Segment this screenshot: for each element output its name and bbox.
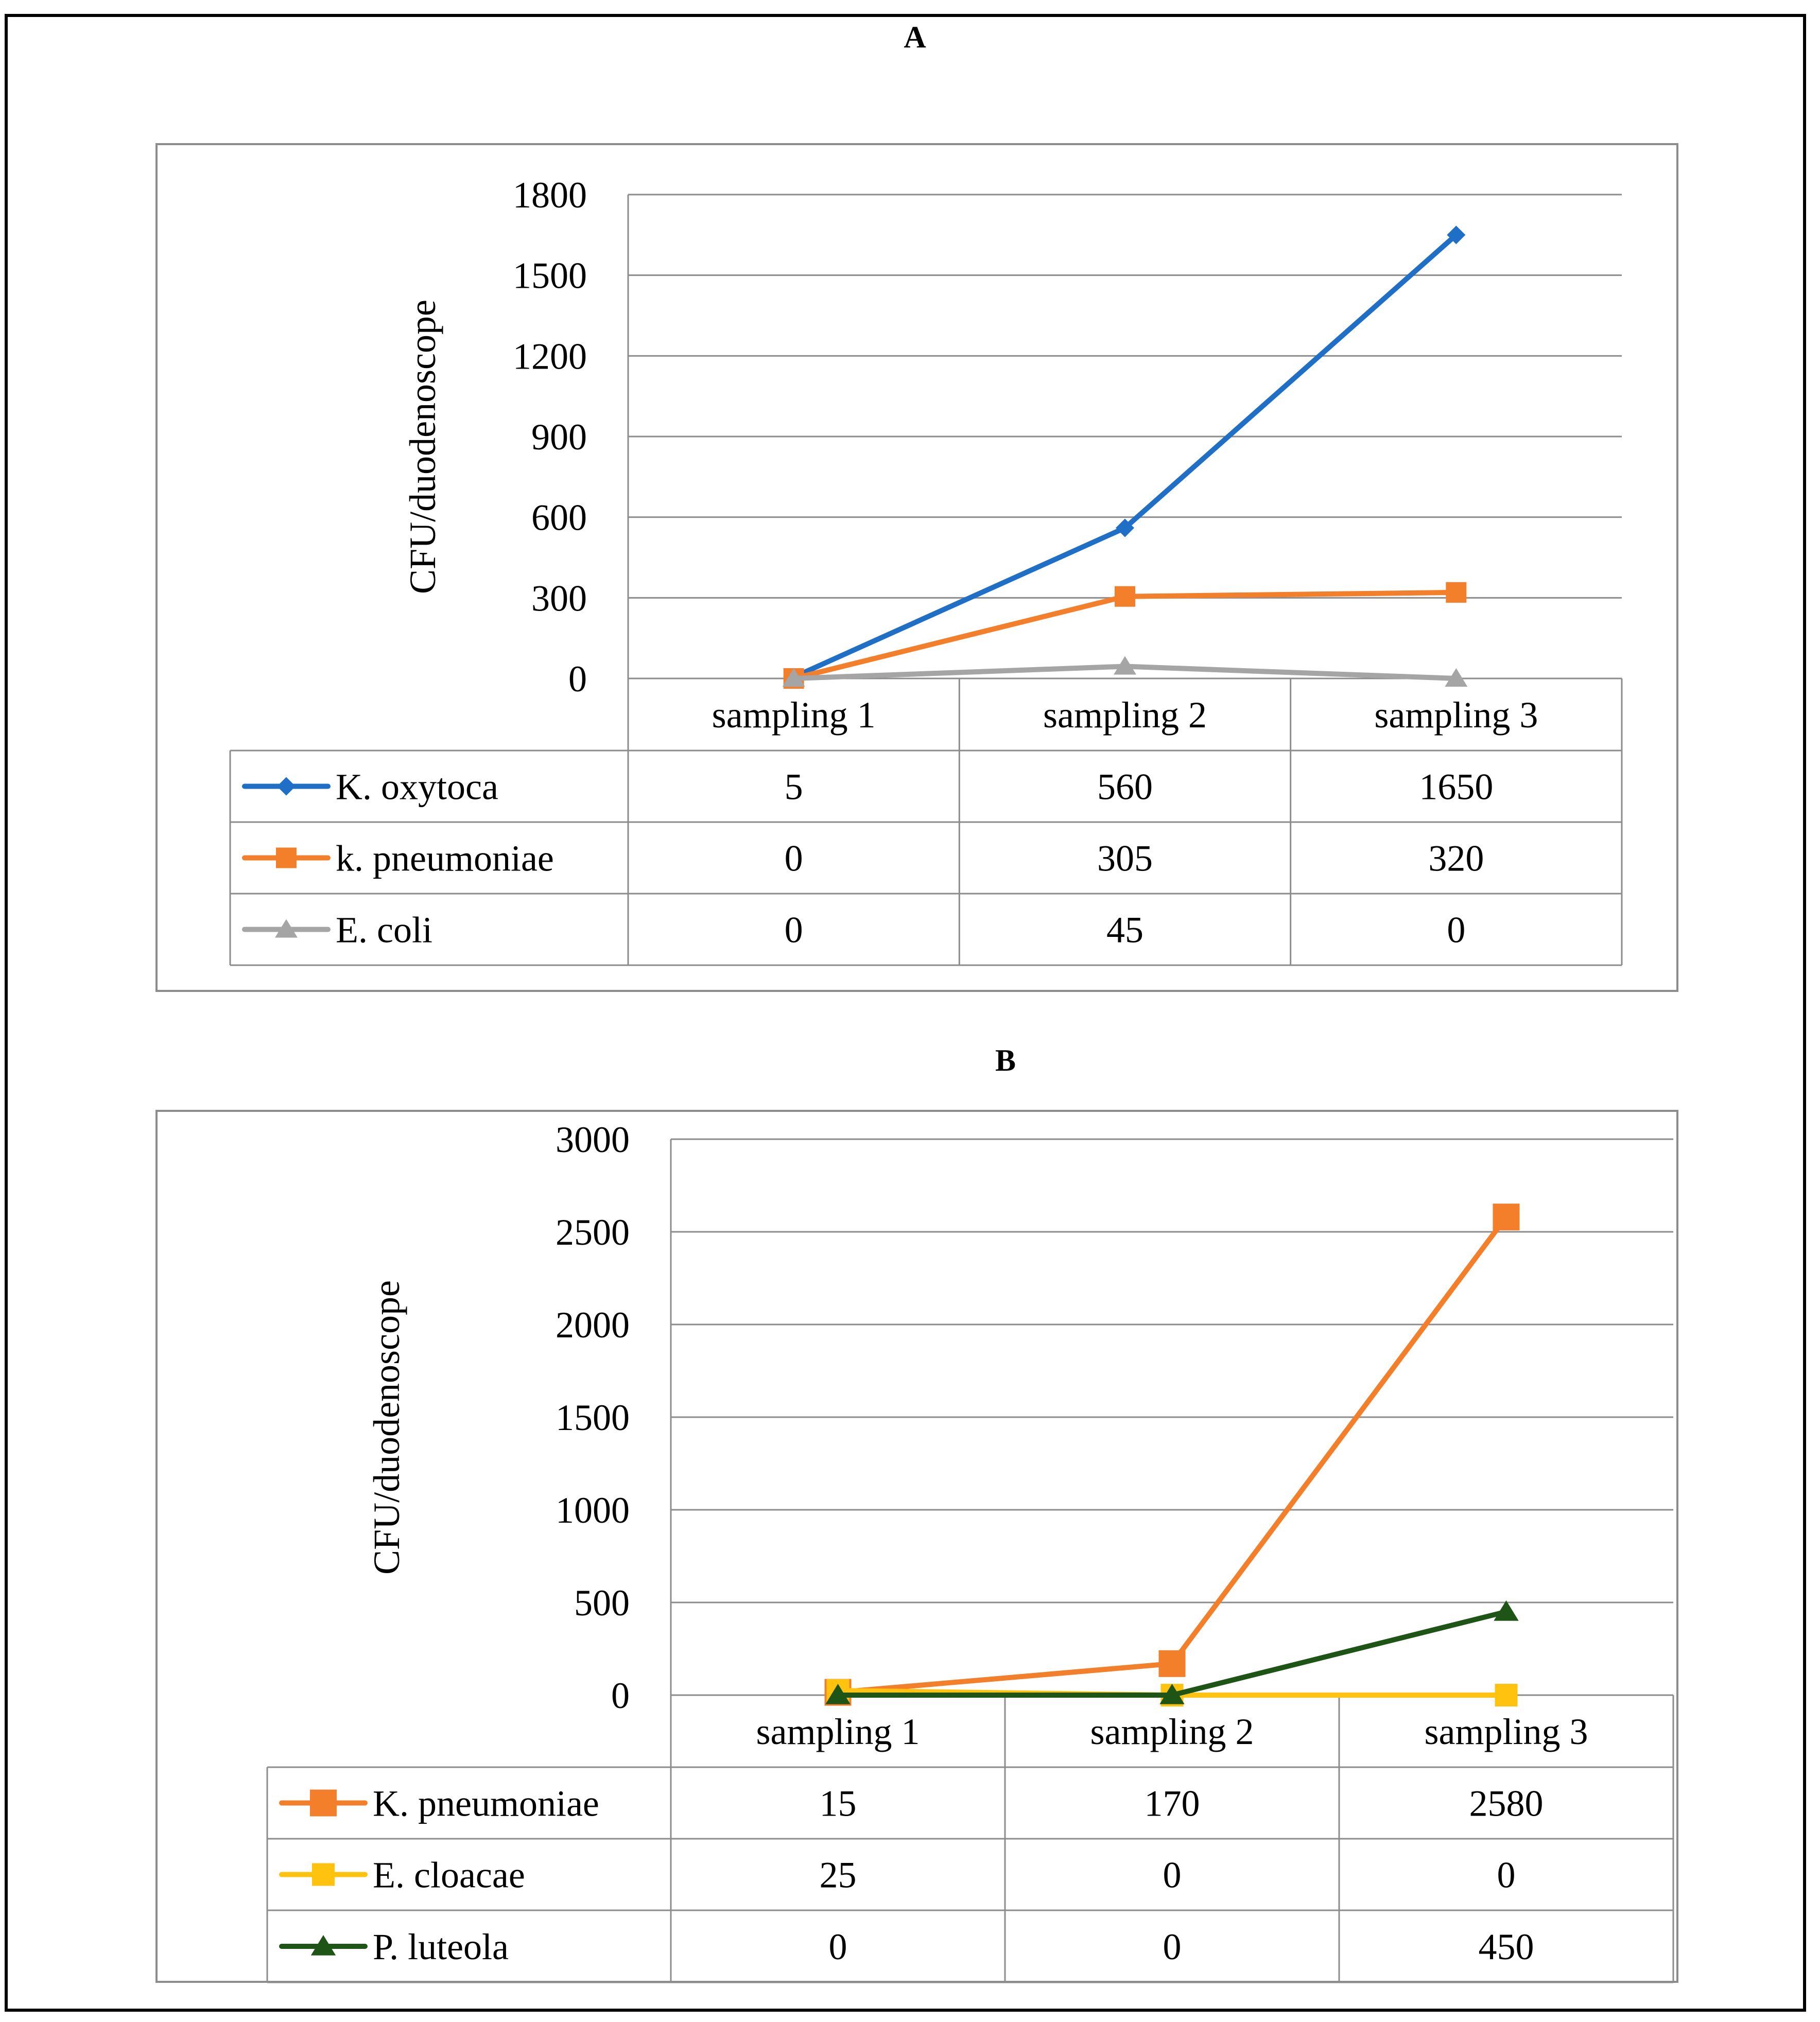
y-tick-label: 1500	[513, 255, 587, 297]
data-table-cell: 0	[1163, 1854, 1182, 1896]
data-point	[1159, 1650, 1186, 1677]
data-table-cell: 170	[1144, 1783, 1200, 1824]
data-table-cell: 0	[784, 909, 803, 951]
legend-key-marker	[310, 1790, 337, 1817]
category-label: sampling 3	[1424, 1711, 1588, 1752]
y-tick-label: 2500	[556, 1212, 630, 1253]
category-label: sampling 1	[712, 694, 876, 736]
data-table-cell: 45	[1106, 909, 1143, 951]
y-tick-label: 1000	[556, 1490, 630, 1531]
data-table-cell: 0	[828, 1926, 847, 1967]
category-label: sampling 1	[756, 1711, 920, 1752]
data-table-cell: 5	[784, 766, 803, 808]
y-tick-label: 2000	[556, 1304, 630, 1346]
data-table-cell: 0	[1497, 1854, 1516, 1896]
legend-series-name: K. oxytoca	[336, 766, 498, 808]
legend-series-name: K. pneumoniae	[373, 1783, 599, 1824]
data-point	[1446, 582, 1466, 603]
y-tick-label: 1500	[556, 1397, 630, 1438]
y-axis-title: CFU/duodenoscope	[366, 1280, 407, 1575]
data-table-cell: 15	[819, 1783, 857, 1824]
category-label: sampling 2	[1043, 694, 1207, 736]
data-table-cell: 305	[1097, 838, 1153, 879]
category-label: sampling 3	[1374, 694, 1538, 736]
y-tick-label: 1800	[513, 175, 587, 216]
y-tick-label: 0	[611, 1675, 630, 1716]
data-table-cell: 1650	[1419, 766, 1494, 808]
y-axis-title: CFU/duodenoscope	[402, 300, 443, 594]
data-point	[1493, 1204, 1520, 1230]
data-table-cell: 2580	[1469, 1783, 1544, 1824]
y-tick-label: 1200	[513, 336, 587, 377]
legend-series-name: E. coli	[336, 909, 432, 951]
legend-series-name: k. pneumoniae	[336, 838, 554, 879]
y-tick-label: 500	[574, 1582, 630, 1624]
data-table-cell: 450	[1478, 1926, 1534, 1967]
data-table-cell: 0	[1163, 1926, 1182, 1967]
legend-series-name: P. luteola	[373, 1926, 509, 1967]
data-table-cell: 560	[1097, 766, 1153, 808]
panel-letter: B	[995, 1043, 1016, 1077]
legend-key-marker	[276, 848, 297, 868]
category-label: sampling 2	[1090, 1711, 1254, 1752]
y-tick-label: 300	[531, 578, 587, 619]
y-tick-label: 3000	[556, 1119, 630, 1160]
data-table-cell: 320	[1428, 838, 1484, 879]
data-point	[1115, 586, 1135, 607]
y-tick-label: 600	[531, 497, 587, 538]
data-table-cell: 0	[784, 838, 803, 879]
panel-letter: A	[904, 20, 926, 54]
legend-key-marker	[312, 1863, 335, 1886]
legend-series-name: E. cloacae	[373, 1854, 525, 1896]
data-point	[1495, 1684, 1518, 1706]
data-table-cell: 0	[1447, 909, 1466, 951]
y-tick-label: 900	[531, 416, 587, 458]
data-table-cell: 25	[819, 1854, 857, 1896]
y-tick-label: 0	[568, 658, 587, 700]
